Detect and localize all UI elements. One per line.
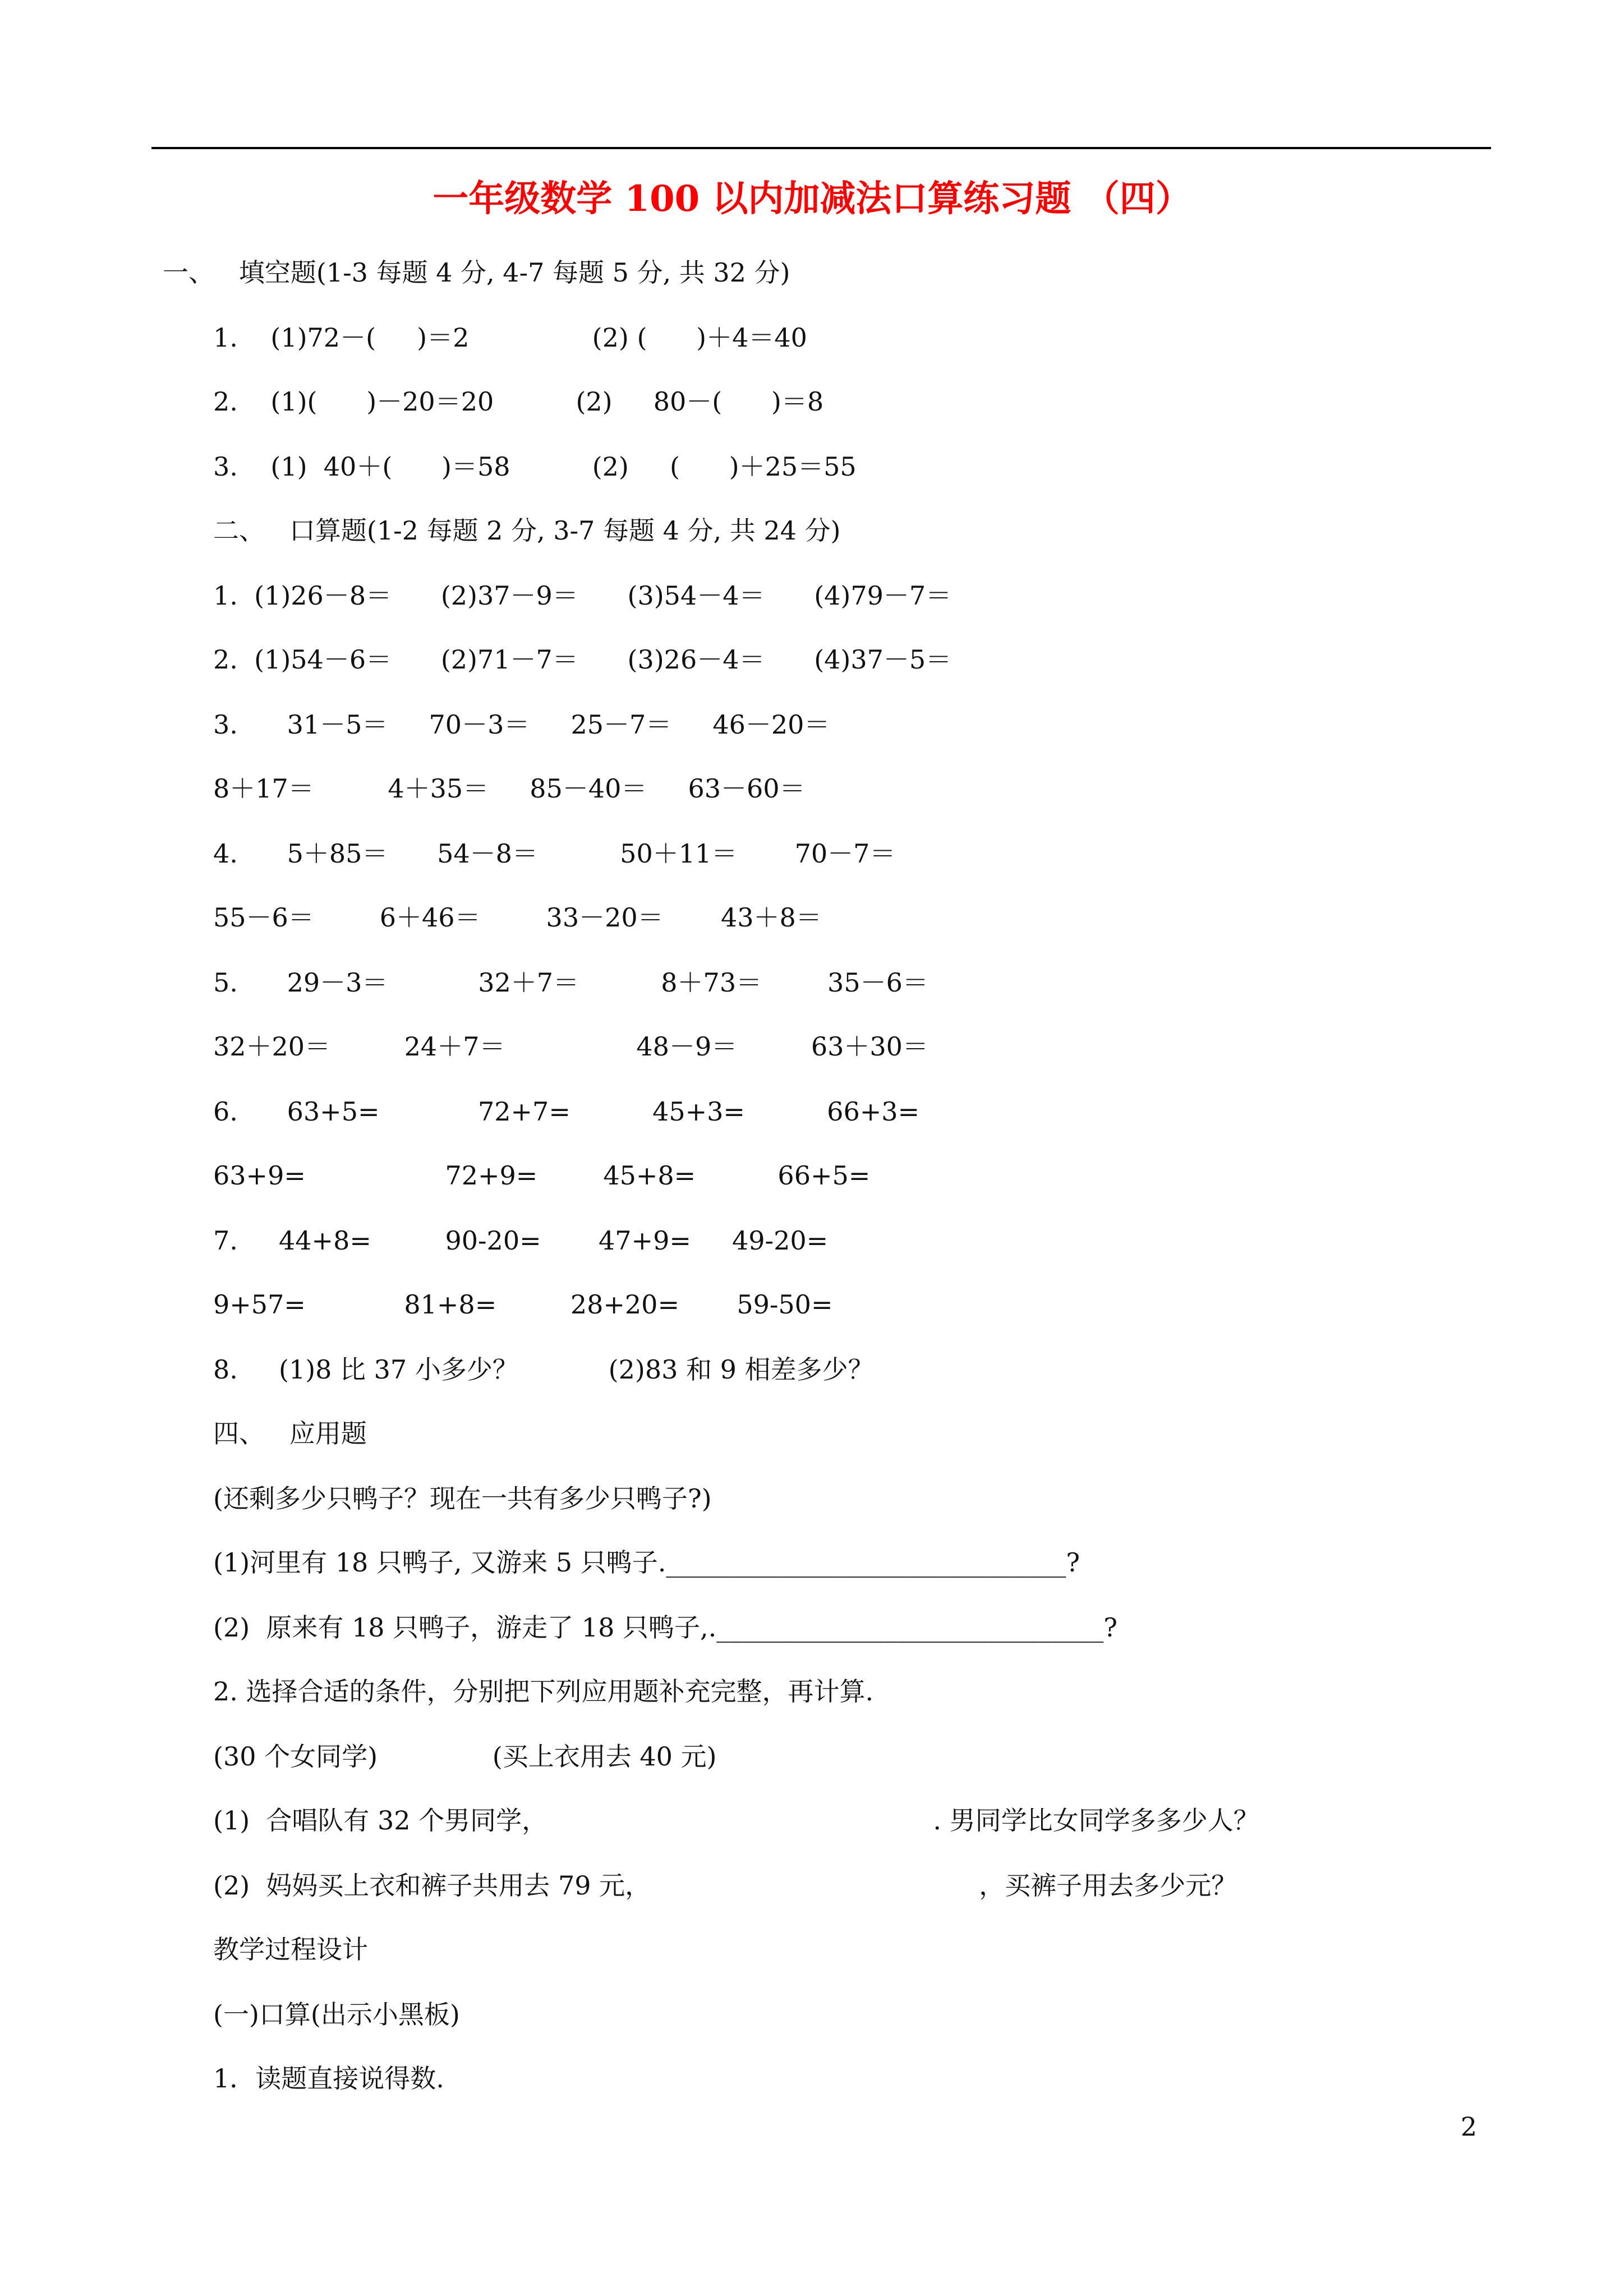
question-line: 9+57= 81+8= 28+20= 59-50= [213,1289,833,1320]
page-title: 一年级数学 100 以内加减法口算练习题 （四） [433,178,1191,220]
section-heading-oral: 二、 口算题(1-2 每题 2 分, 3-7 每题 4 分, 共 24 分) [213,515,841,546]
question-line: 8. (1)8 比 37 小多少？ (2)83 和 9 相差多少？ [213,1354,874,1385]
question-line: (一)口算(出示小黑板) [213,1999,460,2030]
question-line: 1. (1)72－( )＝2 (2) ( )＋4＝40 [213,322,807,353]
question-line: 2. (1)( )－20＝20 (2) 80－( )＝8 [213,386,824,417]
section-heading-fill-blank: 一、 填空题(1-3 每题 4 分, 4-7 每题 5 分, 共 32 分) [163,257,790,288]
header-rule [151,147,1491,149]
question-line: 2. (1)54－6＝ (2)71－7＝ (3)26－4＝ (4)37－5＝ [213,644,952,675]
question-line: 5. 29－3＝ 32＋7＝ 8＋73＝ 35－6＝ [213,967,928,998]
question-line: (1)河里有 18 只鸭子, 又游来 5 只鸭子._______________________________? [213,1547,1080,1578]
question-line: 4. 5＋85＝ 54－8＝ 50＋11＝ 70－7＝ [213,838,896,869]
question-line: 55－6＝ 6＋46＝ 33－20＝ 43＋8＝ [213,902,822,933]
question-line: 1. (1)26－8＝ (2)37－9＝ (3)54－4＝ (4)79－7＝ [213,580,952,611]
question-line: 3. (1) 40＋( )＝58 (2) ( )＋25＝55 [213,451,857,482]
question-line: (2) 妈妈买上衣和裤子共用去 79 元， ，买裤子用去多少元？ [213,1870,1237,1901]
question-line: 8＋17＝ 4＋35＝ 85－40＝ 63－60＝ [213,773,806,804]
section-heading-application: 四、 应用题 [213,1418,367,1449]
page-number: 2 [1460,2111,1477,2142]
question-line: (30 个女同学) (买上衣用去 40 元) [213,1741,717,1772]
question-line: 2. 选择合适的条件，分别把下列应用题补充完整，再计算. [213,1676,874,1707]
question-line: 6. 63+5= 72+7= 45+3= 66+3= [213,1096,920,1127]
section-heading-teaching: 教学过程设计 [213,1934,368,1965]
question-line: 63+9= 72+9= 45+8= 66+5= [213,1160,871,1191]
question-line: 1．读题直接说得数. [213,2063,444,2094]
question-line: 32＋20＝ 24＋7＝ 48－9＝ 63＋30＝ [213,1031,928,1062]
question-line: 7. 44+8= 90-20= 47+9= 49-20= [213,1225,829,1256]
question-line: (2) 原来有 18 只鸭子，游走了 18 只鸭子,.______________________________? [213,1612,1117,1643]
question-line: (1) 合唱队有 32 个男同学， . 男同学比女同学多多少人？ [213,1805,1259,1836]
question-line: 3. 31－5＝ 70－3＝ 25－7＝ 46－20＝ [213,709,830,740]
question-line: (还剩多少只鸭子？现在一共有多少只鸭子?) [213,1483,712,1514]
